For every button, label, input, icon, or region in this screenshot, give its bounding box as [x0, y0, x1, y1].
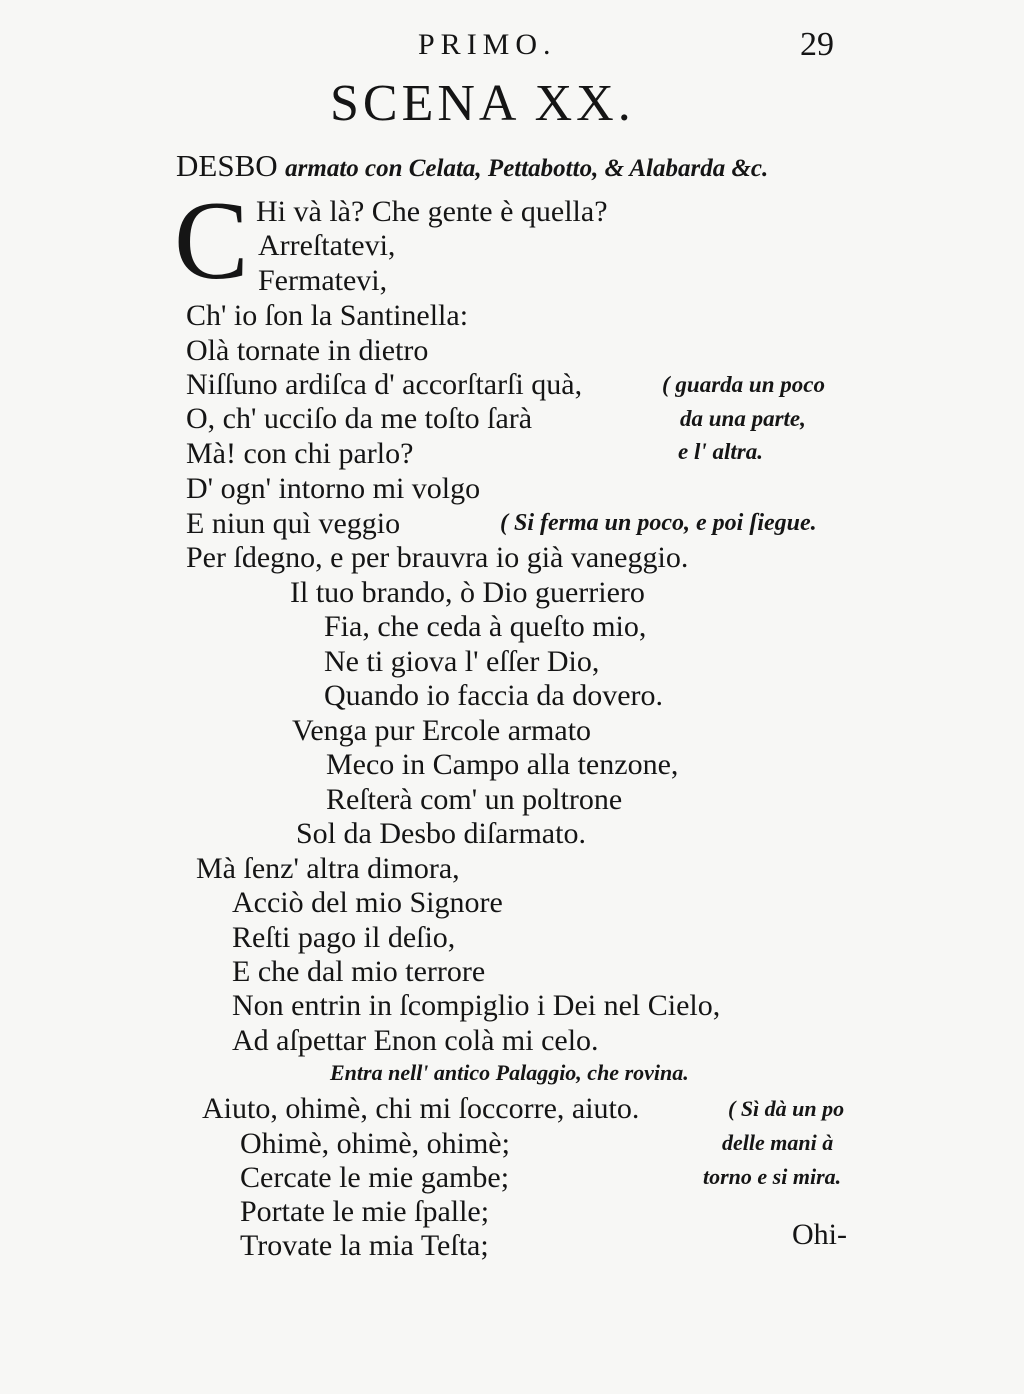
verse-line: Arreſtatevi, [258, 229, 396, 262]
stage-direction: torno e si mira. [703, 1164, 842, 1189]
verse-line: Ohimè, ohimè, ohimè; [240, 1127, 510, 1160]
drop-cap: C [174, 179, 249, 303]
character-name: DESBO [176, 148, 278, 183]
character-heading [176, 148, 768, 184]
verse-line: Cercate le mie gambe; [240, 1161, 510, 1194]
costume-direction: armato con Celata, Pettabotto, & Alabarda &c. [285, 155, 769, 182]
stage-direction: da una parte, [680, 406, 806, 431]
verse-line: E che dal mio terrore [232, 955, 486, 988]
verse-line: Ne ti giova l' eſſer Dio, [324, 645, 600, 678]
verse-line: E niun quì veggio [186, 507, 401, 540]
verse-line: Niſſuno ardiſca d' accorſtarſi quà, [186, 368, 583, 401]
verse-line: Mà! con chi parlo? [186, 437, 414, 470]
verse-line: Mà ſenz' altra dimora, [196, 852, 460, 885]
verse-line: Olà tornate in dietro [186, 334, 429, 367]
stage-direction: Entra nell' antico Palaggio, che rovina. [330, 1060, 689, 1085]
verse-line: Venga pur Ercole armato [292, 714, 592, 747]
verse-line: O, ch' ucciſo da me toſto ſarà [186, 402, 533, 435]
stage-direction: ( guarda un poco [662, 372, 825, 397]
verse-line: Hi và là? Che gente è quella? [256, 195, 608, 228]
catchword: Ohi- [792, 1218, 847, 1251]
verse-line: Reſti pago il deſio, [232, 921, 456, 954]
verse-line: Trovate la mia Teſta; [240, 1229, 489, 1262]
running-head: PRIMO. [418, 28, 557, 61]
page-number: 29 [800, 26, 834, 63]
verse-line: Non entrin in ſcompiglio i Dei nel Cielo, [232, 989, 721, 1022]
verse-line: Fermatevi, [258, 264, 388, 297]
scene-title: SCENA XX. [330, 75, 635, 132]
verse-line: Reſterà com' un poltrone [326, 783, 623, 816]
verse-line: Il tuo brando, ò Dio guerriero [290, 576, 645, 609]
verse-line: Sol da Desbo diſarmato. [296, 817, 586, 850]
verse-line: Quando io faccia da dovero. [324, 679, 664, 712]
verse-line: Per ſdegno, e per brauvra io già vaneggio. [186, 541, 689, 574]
verse-line: Ch' io ſon la Santinella: [186, 299, 469, 332]
verse-line: Acciò del mio Signore [232, 886, 503, 919]
verse-line: Meco in Campo alla tenzone, [326, 748, 679, 781]
stage-direction: ( Sì dà un po [728, 1096, 845, 1121]
verse-line: Fia, che ceda à queſto mio, [324, 610, 647, 643]
verse-line: Ad aſpettar Enon colà mi celo. [232, 1024, 599, 1057]
stage-direction: e l' altra. [678, 439, 763, 464]
stage-direction: delle mani à [722, 1130, 834, 1155]
verse-line: Aiuto, ohimè, chi mi ſoccorre, aiuto. [202, 1092, 640, 1125]
verse-line: D' ogn' intorno mi volgo [186, 472, 481, 505]
stage-direction: ( Si ferma un poco, e poi ſiegue. [500, 510, 817, 536]
verse-line: Portate le mie ſpalle; [240, 1195, 490, 1228]
